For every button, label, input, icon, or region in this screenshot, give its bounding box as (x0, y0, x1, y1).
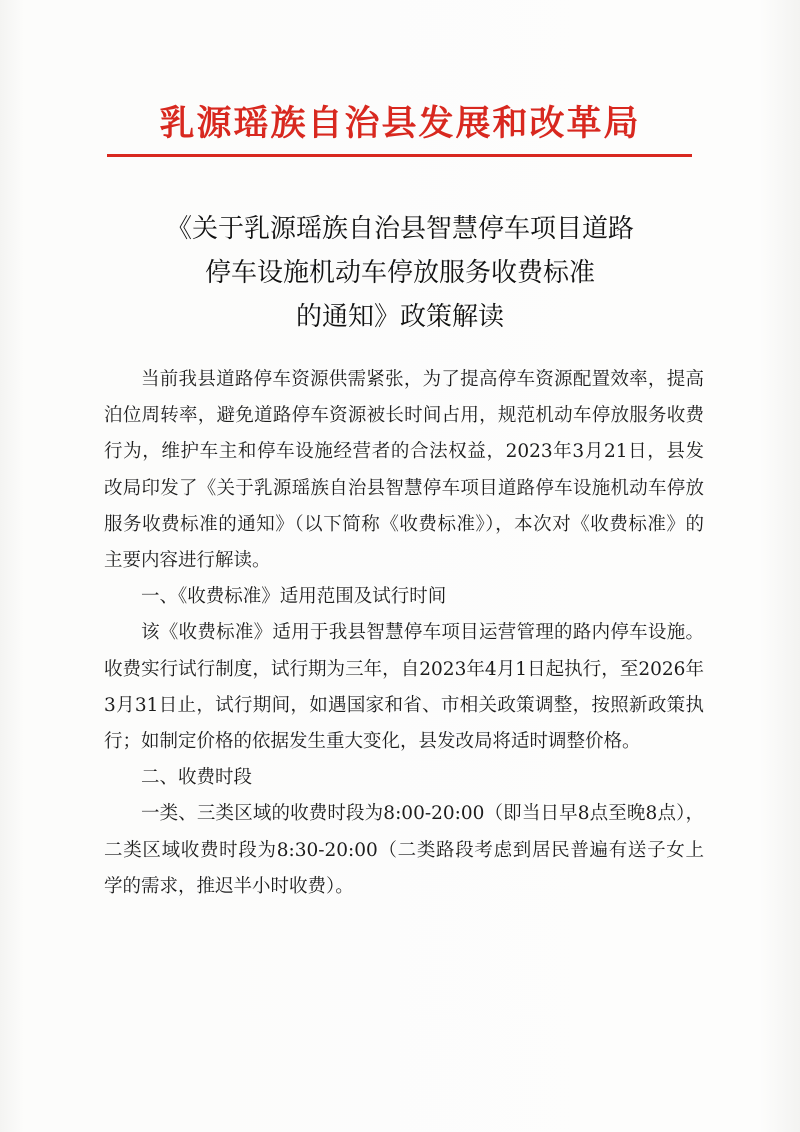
issuing-authority-header: 乳源瑶族自治县发展和改革局 (159, 104, 641, 144)
section-1-paragraph: 该《收费标准》适用于我县智慧停车项目运营管理的路内停车设施。收费实行试行制度，试行期为三年，自2023年4月1日起执行，至2026年3月31日止，试行期间，如遇国家和省、市相关政策调整，按照新政策执行；如制定价格的依据发生重大变化，县发改局将适时调整价格。 (104, 622, 704, 753)
section-2-heading: 二、收费时段 (141, 767, 253, 789)
document-body (104, 362, 704, 905)
title-line-2: 停车设施机动车停放服务收费标准 (204, 258, 595, 288)
section-1-heading: 一、《收费标准》适用范围及试行时间 (141, 586, 447, 608)
intro-paragraph: 当前我县道路停车资源供需紧张，为了提高停车资源配置效率，提高泊位周转率，避免道路停车资源被长时间占用，规范机动车停放服务收费行为，维护车主和停车设施经营者的合法权益，2023年3月21日，县发改局印发了《关于乳源瑶族自治县智慧停车项目道路停车设施机动车停放服务收费标准的通知》（以下简称《收费标准》），本次对《收费标准》的主要内容进行解读。 (104, 369, 704, 572)
title-line-3: 的通知》政策解读 (295, 302, 504, 332)
title-line-1: 《关于乳源瑶族自治县智慧停车项目道路 (165, 214, 634, 244)
section-2-paragraph: 一类、三类区域的收费时段为8:00-20:00（即当日早8点至晚8点），二类区域收费时段为8:30-20:00（二类路段考虑到居民普遍有送子女上学的需求，推迟半小时收费）。 (104, 803, 704, 897)
red-header-rule (107, 154, 692, 157)
document-title (60, 207, 740, 339)
